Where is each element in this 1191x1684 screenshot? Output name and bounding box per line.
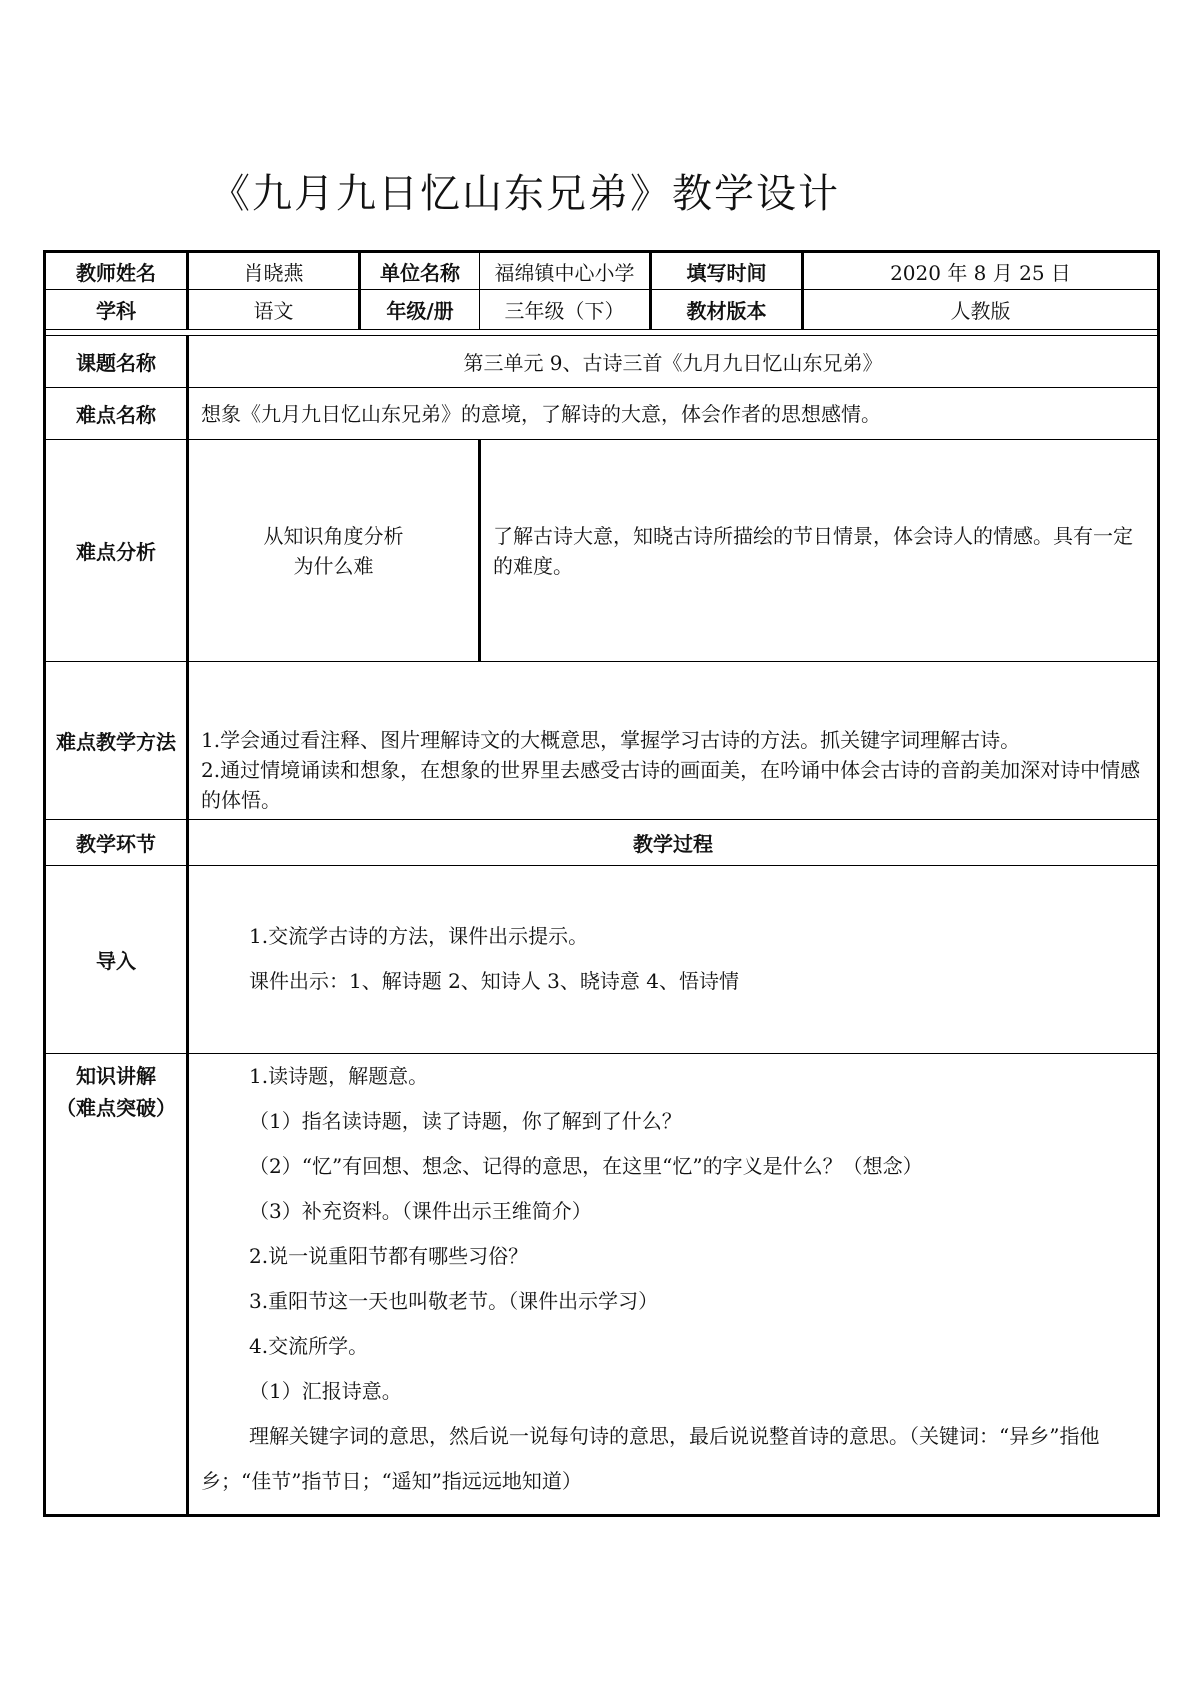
teacher-value: 肖晓燕 — [188, 252, 360, 290]
knowledge-label — [45, 1054, 188, 1516]
edition-label: 教材版本 — [651, 290, 803, 330]
grade-value: 三年级（下） — [480, 290, 651, 330]
document-title: 《九月九日忆山东兄弟》教学设计 — [210, 171, 840, 217]
analysis-sublabel-line-1: 从知识角度分析 — [263, 523, 404, 548]
process-header: 教学过程 — [188, 820, 1159, 866]
date-value: 2020 年 8 月 25 日 — [803, 252, 1159, 290]
intro-line-2: 课件出示：1、解诗题 2、知诗人 3、晓诗意 4、悟诗情 — [249, 968, 739, 993]
knowledge-label-line-1: 知识讲解 — [76, 1064, 156, 1088]
knowledge-line: 2.说一说重阳节都有哪些习俗？ — [249, 1244, 529, 1268]
knowledge-line: （1）汇报诗意。 — [249, 1379, 402, 1403]
knowledge-line: （3）补充资料。（课件出示王维简介） — [249, 1199, 592, 1223]
method-row — [45, 662, 1159, 820]
topic-row — [45, 336, 1159, 388]
date-label: 填写时间 — [651, 252, 803, 290]
method-item-1: 1.学会通过看注释、图片理解诗文的大概意思，掌握学习古诗的方法。抓关键字词理解古诗。 — [201, 728, 1021, 752]
topic-value: 第三单元 9、古诗三首《九月九日忆山东兄弟》 — [188, 336, 1159, 388]
teacher-label: 教师姓名 — [45, 252, 188, 290]
process-header-row — [45, 820, 1159, 866]
difficulty-label: 难点名称 — [45, 388, 188, 440]
method-value — [188, 662, 1159, 820]
unit-value: 福绵镇中心小学 — [480, 252, 651, 290]
stage-header: 教学环节 — [45, 820, 188, 866]
method-label: 难点教学方法 — [45, 662, 188, 820]
intro-label: 导入 — [45, 866, 188, 1054]
subject-value: 语文 — [188, 290, 360, 330]
knowledge-line: 4.交流所学。 — [249, 1334, 369, 1358]
knowledge-content — [188, 1054, 1159, 1516]
intro-row — [45, 866, 1159, 1054]
analysis-row — [45, 440, 1159, 662]
difficulty-row — [45, 388, 1159, 440]
difficulty-value: 想象《九月九日忆山东兄弟》的意境，了解诗的大意，体会作者的思想感情。 — [188, 388, 1159, 440]
knowledge-line: 理解关键字词的意思，然后说一说每句诗的意思，最后说说整首诗的意思。（关键词：“异乡”指他乡；“佳节”指节日；“遥知”指远远地知道） — [201, 1424, 1100, 1493]
intro-line-1: 1.交流学古诗的方法，课件出示提示。 — [249, 923, 589, 948]
knowledge-line: 1.读诗题，解题意。 — [249, 1064, 429, 1088]
topic-label: 课题名称 — [45, 336, 188, 388]
analysis-sublabel-line-2: 为什么难 — [293, 553, 374, 578]
info-row-2 — [45, 290, 1159, 330]
method-item-2: 2.通过情境诵读和想象，在想象的世界里去感受古诗的画面美，在吟诵中体会古诗的音韵美加深对诗中情感的体悟。 — [201, 758, 1141, 812]
edition-value: 人教版 — [803, 290, 1159, 330]
lesson-plan-table — [43, 250, 1160, 1517]
knowledge-line: （2）“忆”有回想、想念、记得的意思，在这里“忆”的字义是什么？（想念） — [249, 1154, 923, 1178]
knowledge-line: （1）指名读诗题，读了诗题，你了解到了什么？ — [249, 1109, 682, 1133]
intro-content — [188, 866, 1159, 1054]
knowledge-line: 3.重阳节这一天也叫敬老节。（课件出示学习） — [249, 1289, 659, 1313]
grade-label: 年级/册 — [360, 290, 480, 330]
analysis-label: 难点分析 — [45, 440, 188, 662]
analysis-sublabel — [188, 440, 480, 662]
info-row-1 — [45, 252, 1159, 290]
knowledge-label-line-2: （难点突破） — [56, 1096, 176, 1120]
knowledge-row — [45, 1054, 1159, 1516]
unit-label: 单位名称 — [360, 252, 480, 290]
subject-label: 学科 — [45, 290, 188, 330]
analysis-value: 了解古诗大意，知晓古诗所描绘的节日情景，体会诗人的情感。具有一定的难度。 — [480, 440, 1159, 662]
